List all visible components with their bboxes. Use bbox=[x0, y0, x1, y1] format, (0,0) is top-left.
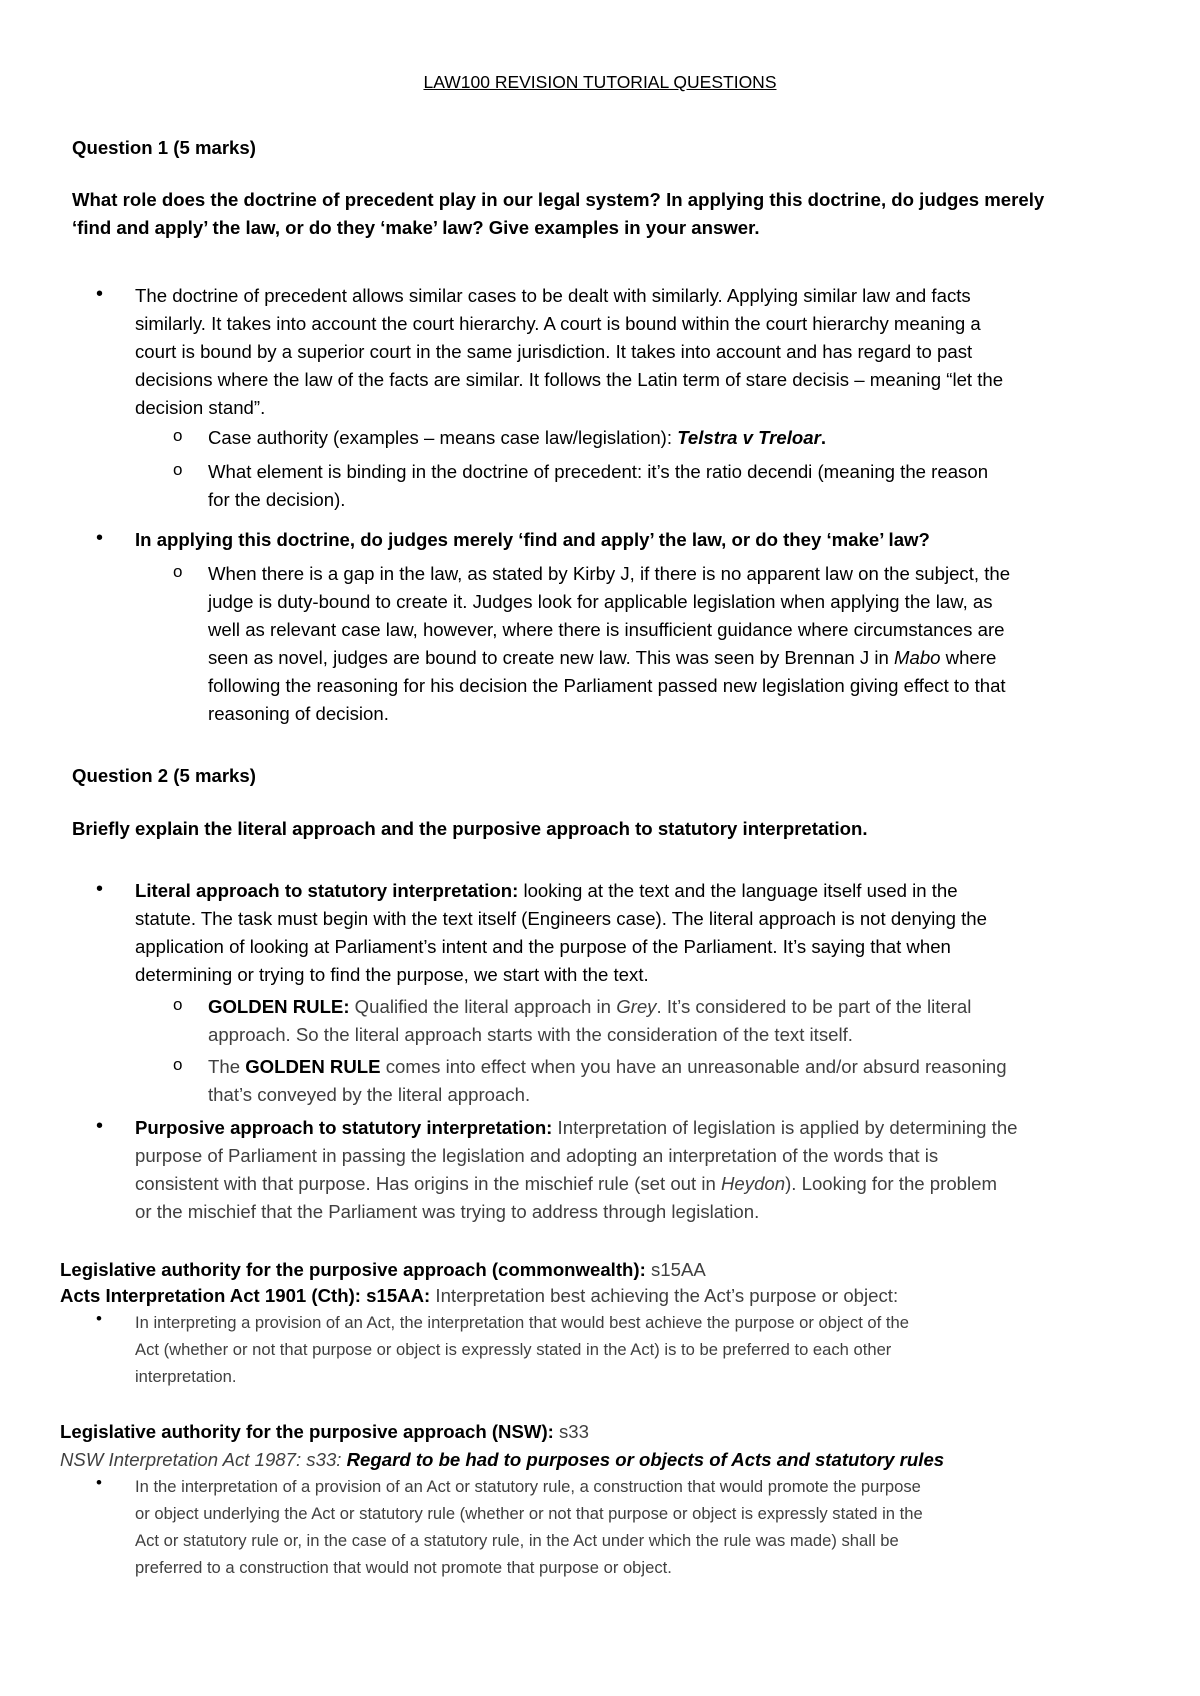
cth-bullet-line: interpretation. bbox=[135, 1367, 237, 1386]
nsw-act-line bbox=[60, 1446, 944, 1474]
q2-bullet-1-line bbox=[135, 877, 958, 905]
sub-bullet-icon: o bbox=[173, 995, 183, 1014]
q1-sub-bullet-3-line: well as relevant case law, however, where there is insufficient guidance where circumstances are bbox=[208, 619, 1005, 640]
act-description: Regard to be had to purposes or objects of Acts and statutory rules bbox=[346, 1449, 945, 1470]
q1-sub-bullet-3-line: judge is duty-bound to create it. Judges look for applicable legislation when applying the law, as bbox=[208, 591, 993, 612]
rule-name: GOLDEN RULE: bbox=[208, 996, 350, 1017]
bullet-icon: • bbox=[96, 527, 104, 549]
line-text: seen as novel, judges are bound to create new law. This was seen by Brennan J in bbox=[208, 647, 894, 668]
q1-sub-bullet-3-line: reasoning of decision. bbox=[208, 703, 389, 724]
rule-name: GOLDEN RULE bbox=[245, 1056, 381, 1077]
question-1-prompt-line: ‘find and apply’ the law, or do they ‘make’ law? Give examples in your answer. bbox=[72, 217, 760, 238]
q1-sub-bullet-1-text: Case authority (examples – means case law/legislation): bbox=[208, 427, 678, 448]
bullet-heading: Purposive approach to statutory interpretation: bbox=[135, 1117, 553, 1138]
q2-sub-bullet-1-line: approach. So the literal approach starts with the consideration of the text itself. bbox=[208, 1024, 853, 1045]
q1-sub-bullet-3-line: following the reasoning for his decision the Parliament passed new legislation giving effect to that bbox=[208, 675, 1006, 696]
sub-bullet-icon: o bbox=[173, 460, 183, 479]
question-2-prompt: Briefly explain the literal approach and the purposive approach to statutory interpretation. bbox=[72, 818, 868, 839]
q2-bullet-1-line: statute. The task must begin with the text itself (Engineers case). The literal approach is not denying the bbox=[135, 908, 987, 929]
bullet-heading: Literal approach to statutory interpretation: bbox=[135, 880, 519, 901]
case-name: Telstra v Treloar bbox=[677, 427, 821, 448]
q1-sub-bullet-2-line: for the decision). bbox=[208, 489, 346, 510]
q2-bullet-1-line: application of looking at Parliament’s intent and the purpose of the Parliament. It’s saying that when bbox=[135, 936, 951, 957]
section-ref: s15AA bbox=[645, 1259, 706, 1280]
cth-bullet-line: In interpreting a provision of an Act, the interpretation that would best achieve the purpose or object of the bbox=[135, 1313, 909, 1332]
sub-bullet-icon: o bbox=[173, 426, 183, 445]
line-text: The bbox=[208, 1056, 246, 1077]
line-text: Qualified the literal approach in bbox=[349, 996, 617, 1017]
q1-sub-bullet-3-line bbox=[208, 644, 996, 672]
line-text: Interpretation of legislation is applied by determining the bbox=[552, 1117, 1018, 1138]
q2-bullet-2-line: or the mischief that the Parliament was trying to address through legislation. bbox=[135, 1201, 760, 1222]
question-2-heading: Question 2 (5 marks) bbox=[72, 765, 256, 786]
bullet-icon: • bbox=[96, 1115, 104, 1137]
q1-bullet-1-line: The doctrine of precedent allows similar cases to be dealt with similarly. Applying similar law and facts bbox=[135, 285, 971, 306]
q1-sub-bullet-1 bbox=[208, 424, 826, 452]
act-description: Interpretation best achieving the Act’s purpose or object: bbox=[430, 1285, 899, 1306]
section-ref: s33 bbox=[553, 1421, 589, 1442]
bullet-icon: • bbox=[96, 1473, 102, 1492]
q2-bullet-2-line bbox=[135, 1114, 1018, 1142]
cth-act-line bbox=[60, 1282, 898, 1310]
q1-bullet-1-line: decisions where the law of the facts are similar. It follows the Latin term of stare decisis – meaning “let the bbox=[135, 369, 1004, 390]
q1-bullet-1-line: similarly. It takes into account the court hierarchy. A court is bound within the court hierarchy meaning a bbox=[135, 313, 981, 334]
nsw-bullet-line: Act or statutory rule or, in the case of a statutory rule, in the Act under which the rule was made) shall be bbox=[135, 1531, 899, 1550]
cth-authority-heading bbox=[60, 1256, 706, 1284]
q1-bullet-1-line: court is bound by a superior court in the same jurisdiction. It takes into account and has regard to past bbox=[135, 341, 973, 362]
cth-bullet-line: Act (whether or not that purpose or object is expressly stated in the Act) is to be preferred to each other bbox=[135, 1340, 892, 1359]
bullet-icon: • bbox=[96, 878, 104, 900]
case-name: Mabo bbox=[893, 647, 941, 668]
q1-sub-bullet-2-line: What element is binding in the doctrine of precedent: it’s the ratio decendi (meaning the reason bbox=[208, 461, 989, 482]
line-text: where bbox=[940, 647, 997, 668]
q2-bullet-1-line: determining or trying to find the purpose, we start with the text. bbox=[135, 964, 649, 985]
nsw-bullet-line: preferred to a construction that would not promote that purpose or object. bbox=[135, 1558, 672, 1577]
line-text: ). Looking for the problem bbox=[785, 1173, 997, 1194]
question-1-prompt-line: What role does the doctrine of precedent play in our legal system? In applying this doctrine, do judges merely bbox=[72, 189, 1045, 210]
q1-bullet-2-heading: In applying this doctrine, do judges merely ‘find and apply’ the law, or do they ‘make’ law? bbox=[135, 529, 930, 550]
nsw-bullet-line: In the interpretation of a provision of an Act or statutory rule, a construction that would promote the purpose bbox=[135, 1477, 921, 1496]
line-text: comes into effect when you have an unreasonable and/or absurd reasoning bbox=[380, 1056, 1007, 1077]
page-title: LAW100 REVISION TUTORIAL QUESTIONS bbox=[423, 72, 777, 92]
q2-bullet-2-line: purpose of Parliament in passing the legislation and adopting an interpretation of the words that is bbox=[135, 1145, 939, 1166]
heading-text: Legislative authority for the purposive approach (NSW): bbox=[60, 1421, 554, 1442]
bullet-icon: • bbox=[96, 283, 104, 305]
q2-sub-bullet-2-line: that’s conveyed by the literal approach. bbox=[208, 1084, 531, 1105]
sub-bullet-icon: o bbox=[173, 1055, 183, 1074]
line-text: looking at the text and the language itself used in the bbox=[518, 880, 958, 901]
line-text: . It’s considered to be part of the literal bbox=[656, 996, 972, 1017]
sub-bullet-icon: o bbox=[173, 562, 183, 581]
line-text: consistent with that purpose. Has origins in the mischief rule (set out in bbox=[135, 1173, 721, 1194]
bullet-icon: • bbox=[96, 1309, 102, 1328]
q1-bullet-1-line: decision stand”. bbox=[135, 397, 266, 418]
q1-sub-bullet-3-line: When there is a gap in the law, as stated by Kirby J, if there is no apparent law on the subject, the bbox=[208, 563, 1011, 584]
case-name: Heydon bbox=[721, 1173, 786, 1194]
nsw-bullet-line: or object underlying the Act or statutory rule (whether or not that purpose or object is expressly stated in the bbox=[135, 1504, 923, 1523]
case-name: Grey bbox=[616, 996, 657, 1017]
question-1-heading: Question 1 (5 marks) bbox=[72, 137, 256, 158]
q2-sub-bullet-2-line bbox=[208, 1053, 1007, 1081]
q2-bullet-2-line bbox=[135, 1170, 997, 1198]
heading-text: Legislative authority for the purposive approach (commonwealth): bbox=[60, 1259, 646, 1280]
case-name-period: . bbox=[820, 427, 827, 448]
act-name: NSW Interpretation Act 1987: s33: bbox=[60, 1449, 347, 1470]
nsw-authority-heading bbox=[60, 1418, 589, 1446]
q2-sub-bullet-1-line bbox=[208, 993, 971, 1021]
act-name: Acts Interpretation Act 1901 (Cth): s15AA: bbox=[60, 1285, 431, 1306]
